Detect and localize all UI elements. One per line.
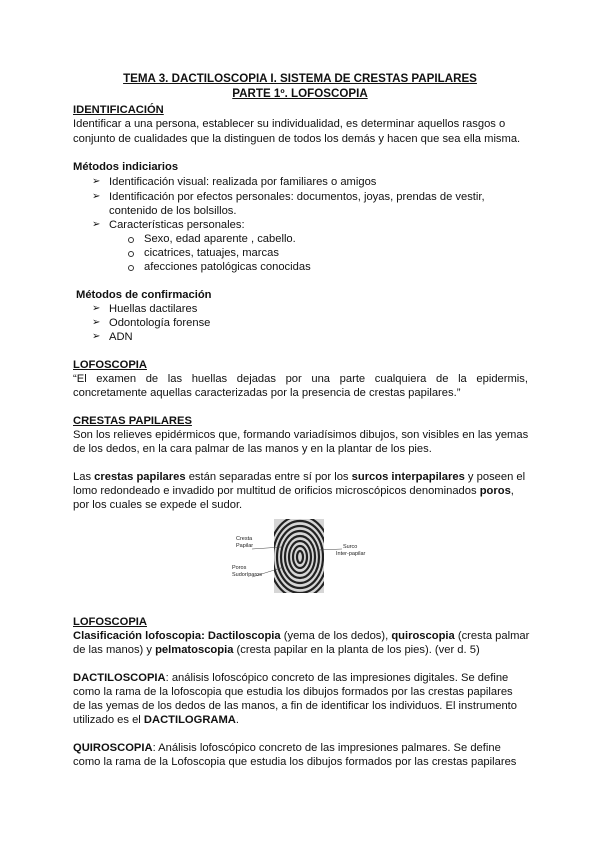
clasificacion-line1: [73, 629, 529, 643]
text-run: lomo redondeado e invadido por multitud de orificios microscópicos denominados: [73, 485, 480, 497]
arrow-bullet-icon: ➢: [92, 317, 101, 328]
caracteristica-subitem-1: Sexo, edad aparente , cabello.: [144, 233, 296, 245]
identificacion-line2: conjunto de cualidades que la distinguen de todos los demás y hacen que sea ella misma.: [73, 133, 521, 145]
label-cresta-papilar-1: Cresta: [236, 536, 253, 542]
crestas-p2-line1: [73, 470, 525, 484]
circle-bullet-icon: [128, 251, 134, 257]
crestas-line2: de los dedos, en la cara palmar de las manos y en la plantar de los pies.: [73, 443, 432, 455]
doc-title-line1: TEMA 3. DACTILOSCOPIA I. SISTEMA DE CRESTAS PAPILARES: [123, 72, 477, 85]
text-run: utilizado es el: [73, 714, 144, 726]
term-surcos-interpapilares: surcos interpapilares: [351, 471, 465, 483]
quiroscopia-line1: [73, 741, 501, 755]
label-surco-2: Inter-papilar: [336, 551, 366, 557]
text-run: (cresta palmar: [454, 630, 530, 642]
text-run: .: [235, 714, 239, 726]
crestas-line1: Son los relieves epidérmicos que, formando variadísimos dibujos, son visibles en las yemas: [73, 429, 529, 441]
term-crestas-papilares: crestas papilares: [94, 471, 186, 483]
crestas-p2-line2: [73, 484, 514, 498]
confirmacion-item-2: Odontología forense: [109, 317, 211, 329]
text-run: ,: [510, 485, 514, 497]
heading-identificacion: IDENTIFICACIÓN: [73, 104, 164, 116]
identificacion-line1: Identificar a una persona, establecer su individualidad, es determinar aquellos rasgos o: [73, 118, 506, 130]
confirmacion-item-1: Huellas dactilares: [109, 303, 198, 315]
heading-lofoscopia: LOFOSCOPIA: [73, 359, 147, 371]
caracteristica-subitem-2: cicatrices, tatuajes, marcas: [144, 247, 279, 259]
text-run: (yema de los dedos),: [280, 630, 392, 642]
term-quiroscopia: quiroscopia: [391, 630, 455, 642]
label-surco-1: Surco: [343, 544, 358, 550]
dactiloscopia-line2: como la rama de la lofoscopia que estudia los dibujos formados por las crestas papilares: [73, 686, 513, 698]
heading-lofoscopia-2: LOFOSCOPIA: [73, 616, 147, 628]
indiciario-item-3: Características personales:: [109, 219, 245, 231]
text-run: : análisis lofoscópico concreto de las impresiones digitales. Se define: [165, 672, 509, 684]
arrow-bullet-icon: ➢: [92, 219, 101, 230]
label-cresta-papilar-2: Papilar: [236, 543, 254, 549]
term-clasificacion-dactiloscopia: Clasificación lofoscopia: Dactiloscopia: [73, 630, 281, 642]
label-poros-2: Sudoríparos: [232, 572, 262, 578]
quiroscopia-line2: como la rama de la Lofoscopia que estudia los dibujos formados por las crestas papilares: [73, 756, 517, 768]
text-run: y poseen el: [464, 471, 526, 483]
heading-crestas-papilares: CRESTAS PAPILARES: [73, 415, 192, 427]
dactiloscopia-line4: [73, 713, 239, 727]
label-poros-1: Poros: [232, 565, 247, 571]
confirmacion-item-3: ADN: [109, 331, 133, 343]
term-quiroscopia-def: QUIROSCOPIA: [73, 742, 153, 754]
arrow-bullet-icon: ➢: [92, 303, 101, 314]
caracteristica-subitem-3: afecciones patológicas conocidas: [144, 261, 311, 273]
dactiloscopia-line3: de las yemas de los dedos de las manos, a fin de identificar los individuos. El instrumento: [73, 700, 518, 712]
dactiloscopia-line1: [73, 671, 508, 685]
text-run: : Análisis lofoscópico concreto de las impresiones palmares. Se define: [152, 742, 501, 754]
circle-bullet-icon: [128, 265, 134, 271]
term-dactiloscopia: DACTILOSCOPIA: [73, 672, 166, 684]
crestas-p2-line3: por los cuales se expede el sudor.: [73, 499, 243, 511]
arrow-bullet-icon: ➢: [92, 191, 101, 202]
indiciario-item-1: Identificación visual: realizada por familiares o amigos: [109, 176, 377, 188]
indiciario-item-2: Identificación por efectos personales: documentos, joyas, prendas de vestir,: [109, 191, 485, 203]
text-run: están separadas entre sí por los: [185, 471, 352, 483]
heading-metodos-indiciarios: Métodos indiciarios: [73, 161, 179, 173]
lofoscopia-def-line1: “El examen de las huellas dejadas por una parte cualquiera de la epidermis,: [73, 373, 528, 385]
indiciario-item-2-cont: contenido de los bolsillos.: [109, 205, 237, 217]
circle-bullet-icon: [128, 237, 134, 243]
arrow-bullet-icon: ➢: [92, 331, 101, 342]
text-run: de las manos) y: [73, 644, 156, 656]
arrow-bullet-icon: ➢: [92, 176, 101, 187]
fingerprint-figure: [230, 517, 366, 595]
lofoscopia-def-line2: concretamente aquellas caracterizadas por la presencia de crestas papilares.”: [73, 387, 461, 399]
heading-metodos-confirmacion: Métodos de confirmación: [76, 289, 212, 301]
doc-title-line2: PARTE 1º. LOFOSCOPIA: [232, 87, 368, 100]
term-dactilograma: DACTILOGRAMA: [143, 714, 236, 726]
text-run: Las: [73, 471, 95, 483]
term-poros: poros: [479, 485, 511, 497]
term-pelmatoscopia: pelmatoscopia: [155, 644, 234, 656]
text-run: (cresta papilar en la planta de los pies). (ver d. 5): [233, 644, 480, 656]
clasificacion-line2: [73, 643, 480, 657]
